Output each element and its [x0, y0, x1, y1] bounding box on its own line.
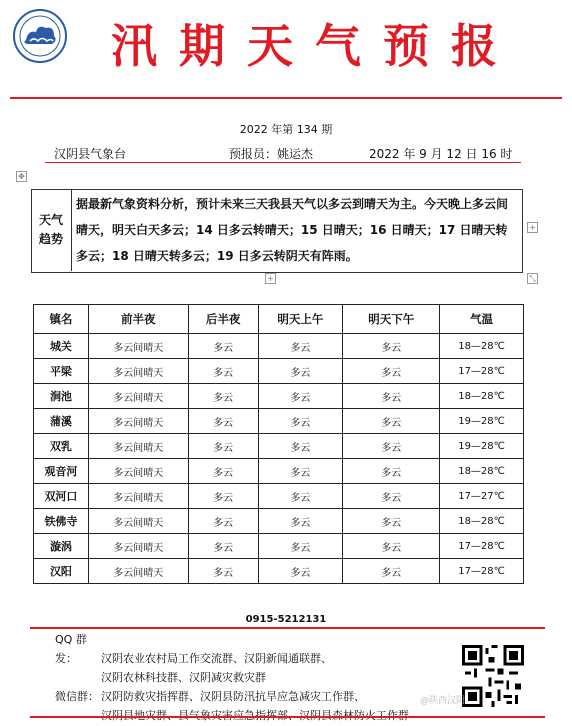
- cell-second-half-night: 多云: [188, 409, 258, 434]
- cell-town: 观音河: [34, 459, 89, 484]
- table-row: [34, 334, 524, 359]
- wechat-groups-line1: 汉阴防救灾指挥群、汉阴县防汛抗旱应急减灾工作群、: [101, 690, 365, 703]
- header-second-half-night: 后半夜: [188, 305, 258, 334]
- cell-tomorrow-afternoon: 多云: [343, 409, 440, 434]
- table-row: [34, 459, 524, 484]
- cell-tomorrow-morning: 多云: [258, 434, 343, 459]
- cell-second-half-night: 多云: [188, 384, 258, 409]
- cell-temperature: 17—28℃: [440, 559, 524, 584]
- cell-tomorrow-morning: 多云: [258, 484, 343, 509]
- cell-tomorrow-morning: 多云: [258, 459, 343, 484]
- cell-second-half-night: 多云: [188, 434, 258, 459]
- cell-tomorrow-morning: 多云: [258, 559, 343, 584]
- cell-second-half-night: 多云: [188, 559, 258, 584]
- add-column-icon[interactable]: +: [527, 222, 538, 233]
- cell-second-half-night: 多云: [188, 334, 258, 359]
- trend-label: [31, 189, 72, 271]
- cell-town: 汉阳: [34, 559, 89, 584]
- cell-first-half-night: 多云间晴天: [88, 409, 188, 434]
- cell-temperature: 18—28℃: [440, 334, 524, 359]
- header-temperature: 气温: [440, 305, 524, 334]
- station-name: 汉阴县气象台: [54, 147, 127, 161]
- footer-divider-top: [30, 627, 545, 629]
- header-first-half-night: 前半夜: [88, 305, 188, 334]
- table-row: [34, 484, 524, 509]
- cell-tomorrow-morning: 多云: [258, 334, 343, 359]
- cell-tomorrow-afternoon: 多云: [343, 434, 440, 459]
- cell-town: 涧池: [34, 384, 89, 409]
- cell-temperature: 19—28℃: [440, 409, 524, 434]
- cell-tomorrow-afternoon: 多云: [343, 334, 440, 359]
- table-row: [34, 509, 524, 534]
- cell-first-half-night: 多云间晴天: [88, 559, 188, 584]
- cell-first-half-night: 多云间晴天: [88, 359, 188, 384]
- cell-tomorrow-afternoon: 多云: [343, 384, 440, 409]
- issue-datetime: 2022 年 9 月 12 日 16 时: [369, 147, 513, 161]
- cell-second-half-night: 多云: [188, 534, 258, 559]
- title-divider: [10, 97, 562, 99]
- cell-temperature: 17—28℃: [440, 534, 524, 559]
- trend-text: 据最新气象资料分析，预计未来三天我县天气以多云到晴天为主。今天晚上多云间晴天，明天白天多云；14 日多云转晴天；15 日晴天；16 日晴天；17 日晴天转多云；18 日晴天转多云；19 日多云转阴天有阵雨。: [76, 197, 509, 263]
- cell-second-half-night: 多云: [188, 484, 258, 509]
- qr-code-icon: [462, 645, 524, 707]
- phone-number: 0915-5212131: [245, 614, 327, 625]
- header-divider: [45, 162, 521, 163]
- resize-handle-icon[interactable]: ⤡: [527, 273, 538, 284]
- cell-tomorrow-morning: 多云: [258, 384, 343, 409]
- cell-first-half-night: 多云间晴天: [88, 334, 188, 359]
- cell-tomorrow-afternoon: 多云: [343, 509, 440, 534]
- cell-tomorrow-afternoon: 多云: [343, 559, 440, 584]
- cell-first-half-night: 多云间晴天: [88, 509, 188, 534]
- trend-label-line2: 趋势: [38, 232, 63, 246]
- cell-tomorrow-morning: 多云: [258, 359, 343, 384]
- table-header-row: [34, 305, 524, 334]
- cell-temperature: 17—28℃: [440, 359, 524, 384]
- header-tomorrow-afternoon: 明天下午: [343, 305, 440, 334]
- table-row: [34, 409, 524, 434]
- footer-divider-bottom: [30, 716, 545, 718]
- cell-tomorrow-afternoon: 多云: [343, 459, 440, 484]
- table-row: [34, 434, 524, 459]
- page-title: 汛期天气预报: [111, 19, 519, 73]
- move-handle-icon[interactable]: ✥: [16, 171, 27, 182]
- table-row: [34, 559, 524, 584]
- cell-first-half-night: 多云间晴天: [88, 484, 188, 509]
- cell-second-half-night: 多云: [188, 359, 258, 384]
- cell-town: 双乳: [34, 434, 89, 459]
- cell-first-half-night: 多云间晴天: [88, 434, 188, 459]
- cell-town: 城关: [34, 334, 89, 359]
- cell-tomorrow-morning: 多云: [258, 509, 343, 534]
- cell-town: 蒲溪: [34, 409, 89, 434]
- add-row-icon[interactable]: +: [265, 273, 276, 284]
- cell-temperature: 19—28℃: [440, 434, 524, 459]
- cell-tomorrow-morning: 多云: [258, 409, 343, 434]
- header-tomorrow-morning: 明天上午: [258, 305, 343, 334]
- cell-town: 漩涡: [34, 534, 89, 559]
- forecaster: 预报员：姚运杰: [229, 147, 314, 161]
- cell-first-half-night: 多云间晴天: [88, 534, 188, 559]
- cell-town: 双河口: [34, 484, 89, 509]
- cell-temperature: 18—28℃: [440, 384, 524, 409]
- cell-first-half-night: 多云间晴天: [88, 459, 188, 484]
- table-row: [34, 359, 524, 384]
- cell-temperature: 18—28℃: [440, 509, 524, 534]
- table-row: [34, 534, 524, 559]
- header-town: 镇名: [34, 305, 89, 334]
- watermark: @陕西汉阴: [420, 696, 466, 706]
- wechat-label: 微信群：: [55, 690, 99, 703]
- issue-number: 2022 年第 134 期: [239, 123, 333, 136]
- qq-groups-line2: 汉阴农林科技群、汉阴减灾救灾群: [101, 671, 266, 684]
- qq-label: QQ 群发：: [55, 633, 87, 665]
- cell-town: 平梁: [34, 359, 89, 384]
- cell-second-half-night: 多云: [188, 459, 258, 484]
- cell-tomorrow-afternoon: 多云: [343, 534, 440, 559]
- cell-temperature: 17—27℃: [440, 484, 524, 509]
- cell-tomorrow-afternoon: 多云: [343, 484, 440, 509]
- distribution-groups: [55, 630, 409, 725]
- cell-town: 铁佛寺: [34, 509, 89, 534]
- forecast-table: [33, 304, 524, 584]
- table-row: [34, 384, 524, 409]
- cell-second-half-night: 多云: [188, 509, 258, 534]
- meteorological-logo: [12, 8, 68, 64]
- cell-temperature: 18—28℃: [440, 459, 524, 484]
- cell-first-half-night: 多云间晴天: [88, 384, 188, 409]
- cell-tomorrow-morning: 多云: [258, 534, 343, 559]
- cell-tomorrow-afternoon: 多云: [343, 359, 440, 384]
- trend-label-line1: 天气: [38, 213, 63, 227]
- qq-groups-line1: 汉阴农业农村局工作交流群、汉阴新闻通联群、: [101, 652, 332, 665]
